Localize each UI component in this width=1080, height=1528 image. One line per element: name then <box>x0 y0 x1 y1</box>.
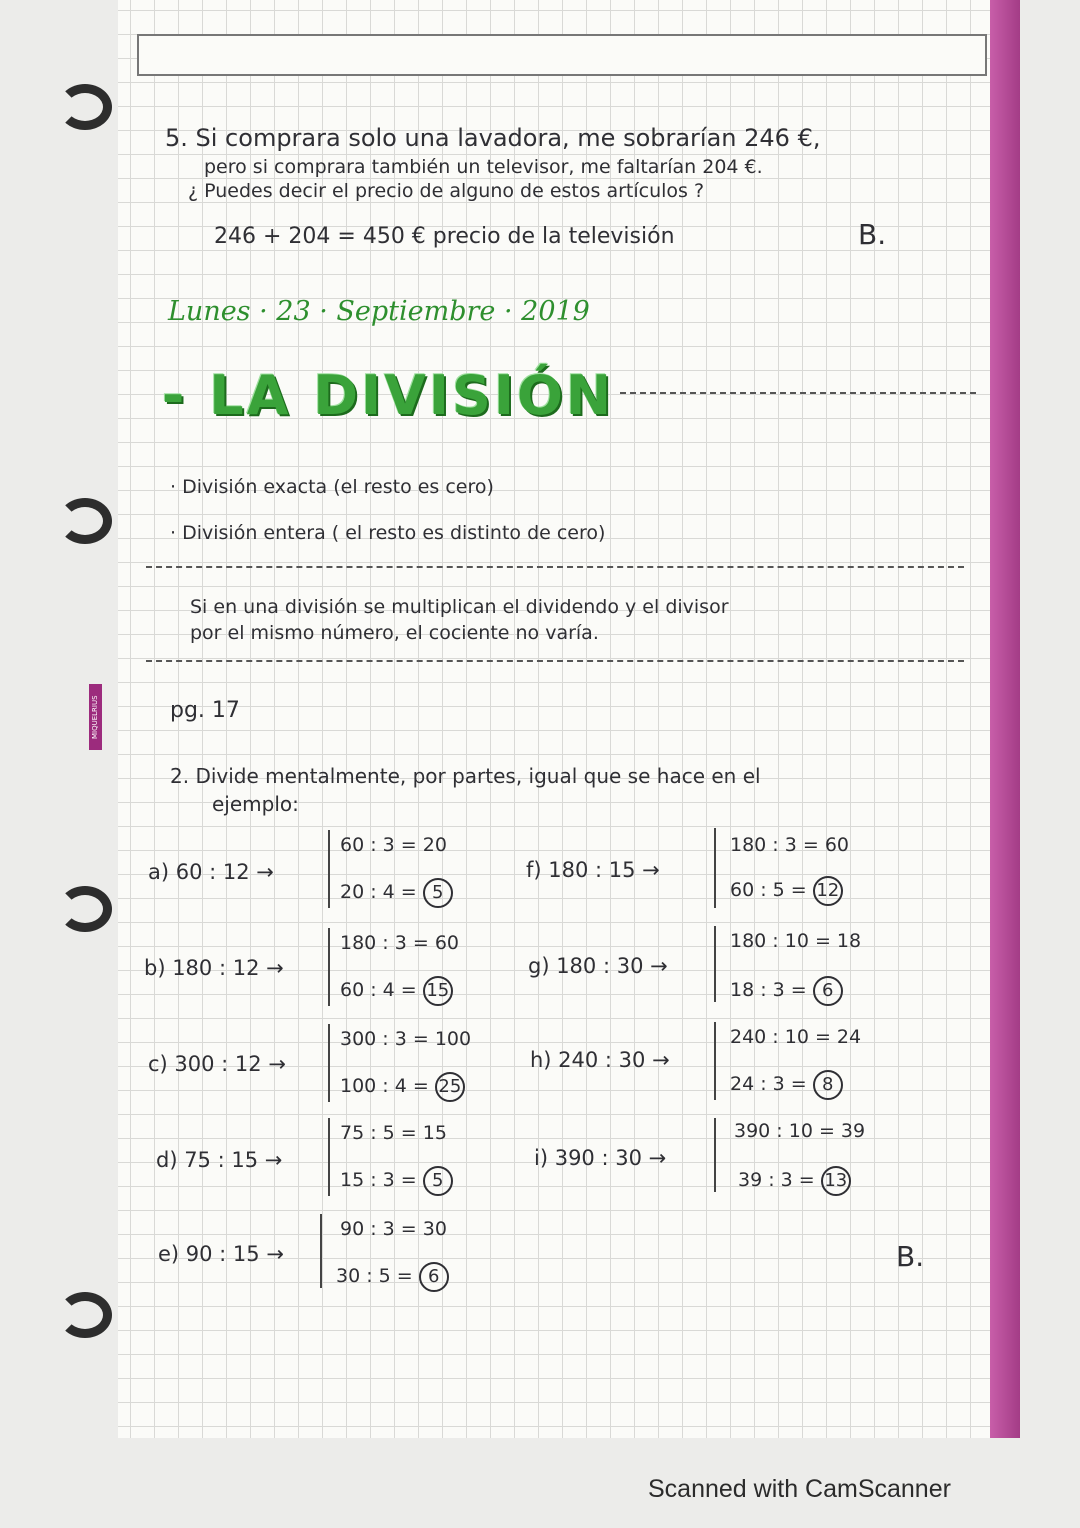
result-circle: 5 <box>423 878 453 908</box>
problem5-answer: 246 + 204 = 450 € precio de la televisión <box>214 224 675 249</box>
operation-step: 15 : 3 = 5 <box>340 1166 453 1196</box>
title-dashed-line <box>620 392 976 394</box>
operation-step: 180 : 3 = 60 <box>730 834 850 856</box>
result-circle: 13 <box>821 1166 851 1196</box>
exercise2-line1: 2. Divide mentalmente, por partes, igual que se hace en el <box>170 764 761 788</box>
operation-label: h) 240 : 30 → <box>530 1048 670 1072</box>
operation-step: 90 : 3 = 30 <box>340 1218 447 1240</box>
brand-label: MIQUELRIUS <box>89 684 102 750</box>
magenta-margin-strip <box>990 0 1020 1438</box>
section-divider <box>146 660 964 662</box>
operation-step: 60 : 4 = 15 <box>340 976 453 1006</box>
operation-step: 39 : 3 = 13 <box>738 1166 851 1196</box>
result-circle: 25 <box>435 1072 465 1102</box>
operation-step: 20 : 4 = 5 <box>340 878 453 908</box>
bracket-line <box>328 1118 330 1196</box>
bracket-line <box>328 1024 330 1102</box>
scanner-watermark: Scanned with CamScanner <box>648 1475 951 1503</box>
header-box <box>137 34 987 76</box>
operation-label: d) 75 : 15 → <box>156 1148 283 1172</box>
rule-line2: por el mismo número, el cociente no varía. <box>190 622 599 644</box>
operation-step: 75 : 5 = 15 <box>340 1122 447 1144</box>
operation-step: 180 : 10 = 18 <box>730 930 862 952</box>
binder-ring-icon <box>58 1292 112 1338</box>
result-circle: 12 <box>813 876 843 906</box>
bracket-line <box>714 926 716 1002</box>
problem5-signature: B. <box>858 218 887 251</box>
operation-step: 30 : 5 = 6 <box>336 1262 449 1292</box>
bracket-line <box>714 828 716 908</box>
problem5-line1: 5. Si comprara solo una lavadora, me sobrarían 246 €, <box>165 124 821 152</box>
section-divider <box>146 566 964 568</box>
operation-label: f) 180 : 15 → <box>526 858 660 882</box>
operation-step: 60 : 3 = 20 <box>340 834 447 856</box>
result-circle: 6 <box>813 976 843 1006</box>
date-heading: Lunes · 23 · Septiembre · 2019 <box>168 296 590 327</box>
operation-label: e) 90 : 15 → <box>158 1242 284 1266</box>
operation-step: 100 : 4 = 25 <box>340 1072 465 1102</box>
bracket-line <box>714 1022 716 1100</box>
operation-label: a) 60 : 12 → <box>148 860 274 884</box>
result-circle: 15 <box>423 976 453 1006</box>
result-circle: 6 <box>419 1262 449 1292</box>
binder-ring-icon <box>58 498 112 544</box>
binder-ring-icon <box>58 886 112 932</box>
operation-step: 18 : 3 = 6 <box>730 976 843 1006</box>
page-title: - LA DIVISIÓN <box>162 364 615 427</box>
operation-step: 24 : 3 = 8 <box>730 1070 843 1100</box>
operation-step: 240 : 10 = 24 <box>730 1026 862 1048</box>
bracket-line <box>714 1118 716 1192</box>
bracket-line <box>328 830 330 908</box>
binder-ring-icon <box>58 84 112 130</box>
problem5-line2: pero si comprara también un televisor, me faltarían 204 €. <box>204 156 763 178</box>
result-circle: 5 <box>423 1166 453 1196</box>
bullet-exact-division: · División exacta (el resto es cero) <box>170 476 494 498</box>
operation-label: g) 180 : 30 → <box>528 954 668 978</box>
end-signature: B. <box>896 1240 925 1273</box>
operation-step: 60 : 5 = 12 <box>730 876 843 906</box>
rule-line1: Si en una división se multiplican el dividendo y el divisor <box>190 596 729 618</box>
page-reference: pg. 17 <box>170 698 240 723</box>
bracket-line <box>320 1214 322 1288</box>
operation-label: b) 180 : 12 → <box>144 956 284 980</box>
operation-step: 300 : 3 = 100 <box>340 1028 472 1050</box>
operation-step: 390 : 10 = 39 <box>734 1120 866 1142</box>
operation-label: c) 300 : 12 → <box>148 1052 286 1076</box>
exercise2-line2: ejemplo: <box>212 792 299 816</box>
bullet-integer-division: · División entera ( el resto es distinto de cero) <box>170 522 606 544</box>
bracket-line <box>328 928 330 1006</box>
operation-step: 180 : 3 = 60 <box>340 932 460 954</box>
operation-label: i) 390 : 30 → <box>534 1146 667 1170</box>
problem5-line3: ¿ Puedes decir el precio de alguno de estos artículos ? <box>188 180 705 202</box>
grid-paper <box>118 0 990 1438</box>
result-circle: 8 <box>813 1070 843 1100</box>
